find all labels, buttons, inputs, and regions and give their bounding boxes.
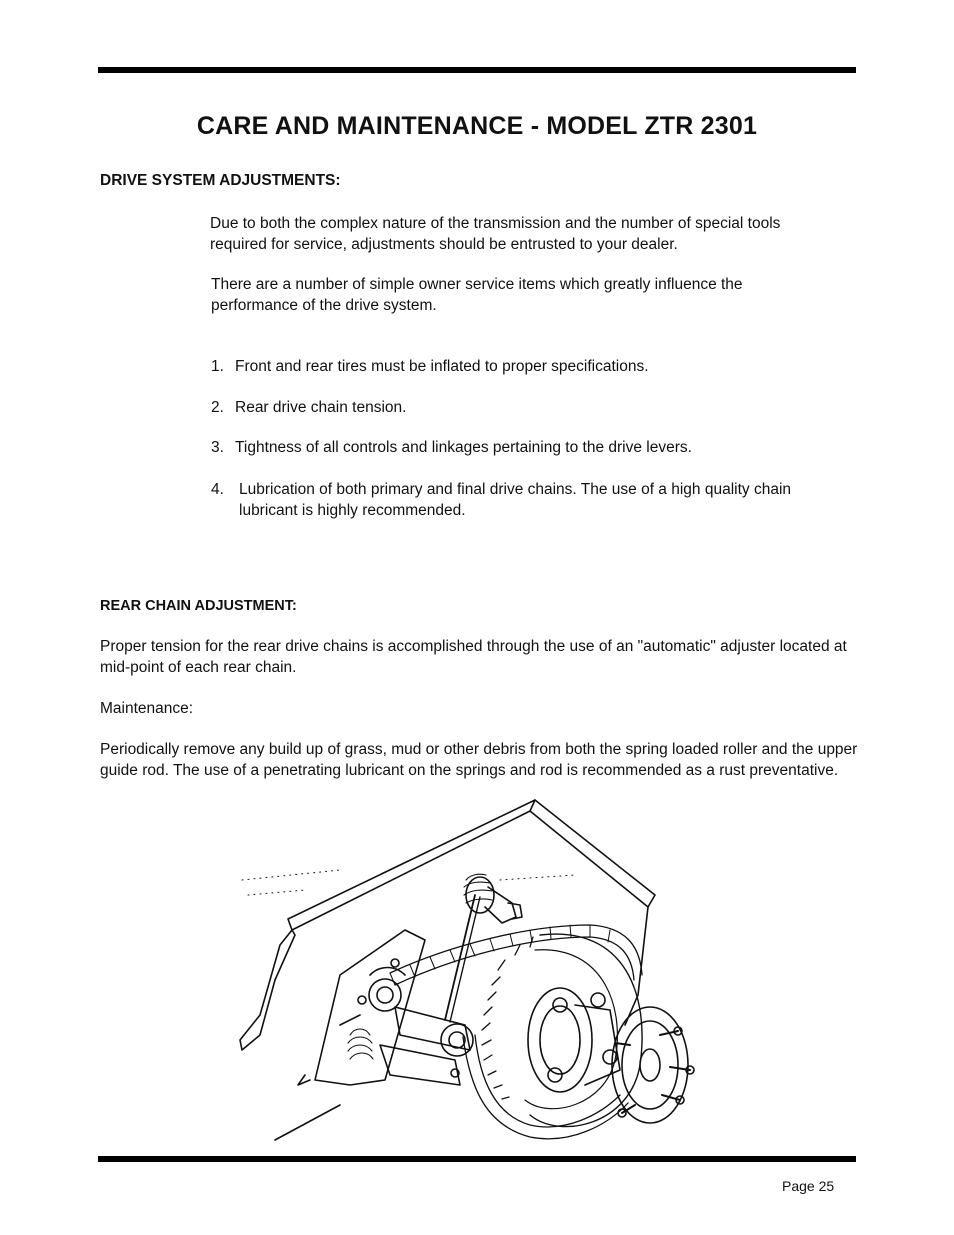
drive-intro-paragraph-1: Due to both the complex nature of the transmission and the number of special tools required for service, adjustments should be entrusted to your dealer. xyxy=(210,215,781,253)
drive-system-heading: DRIVE SYSTEM ADJUSTMENTS: xyxy=(100,172,341,189)
rear-chain-paragraph-1: Proper tension for the rear drive chains is accomplished through the use of an "automatic" adjuster located at mid-point of each rear chain. xyxy=(100,638,847,676)
list-item-text: Front and rear tires must be inflated to proper specifications. xyxy=(235,358,649,375)
drive-intro-paragraph-2: There are a number of simple owner service items which greatly influence the performance of the drive system. xyxy=(211,276,743,314)
maintenance-label: Maintenance: xyxy=(100,700,194,717)
list-item-number: 2. xyxy=(211,399,224,416)
list-item xyxy=(211,438,841,459)
rear-chain-paragraph-2: Periodically remove any build up of grass, mud or other debris from both the spring loaded roller and the upper guide rod. The use of a penetrating lubricant on the springs and rod is recommended as a rust preventative. xyxy=(100,741,858,779)
spring-loaded-roller xyxy=(340,959,473,1085)
list-item xyxy=(211,357,841,378)
list-item-number: 3. xyxy=(211,439,224,456)
list-item xyxy=(211,480,841,521)
list-item-number: 4. xyxy=(211,481,224,498)
top-rule xyxy=(98,67,856,73)
list-item-text: Tightness of all controls and linkages pertaining to the drive levers. xyxy=(235,439,692,456)
drive-chain xyxy=(390,925,642,1139)
speckle-marks xyxy=(242,870,575,895)
rear-chain-adjuster-illustration xyxy=(230,795,700,1145)
list-item xyxy=(211,398,841,419)
list-item-text: Rear drive chain tension. xyxy=(235,399,407,416)
list-item-text: Lubrication of both primary and final drive chains. The use of a high quality chain lubricant is highly recommended. xyxy=(239,481,792,519)
page-number: Page 25 xyxy=(782,1178,835,1194)
bottom-rule xyxy=(98,1156,856,1162)
rear-chain-heading: REAR CHAIN ADJUSTMENT: xyxy=(100,598,297,614)
list-item-number: 1. xyxy=(211,358,224,375)
page-title: CARE AND MAINTENANCE - MODEL ZTR 2301 xyxy=(196,112,758,140)
